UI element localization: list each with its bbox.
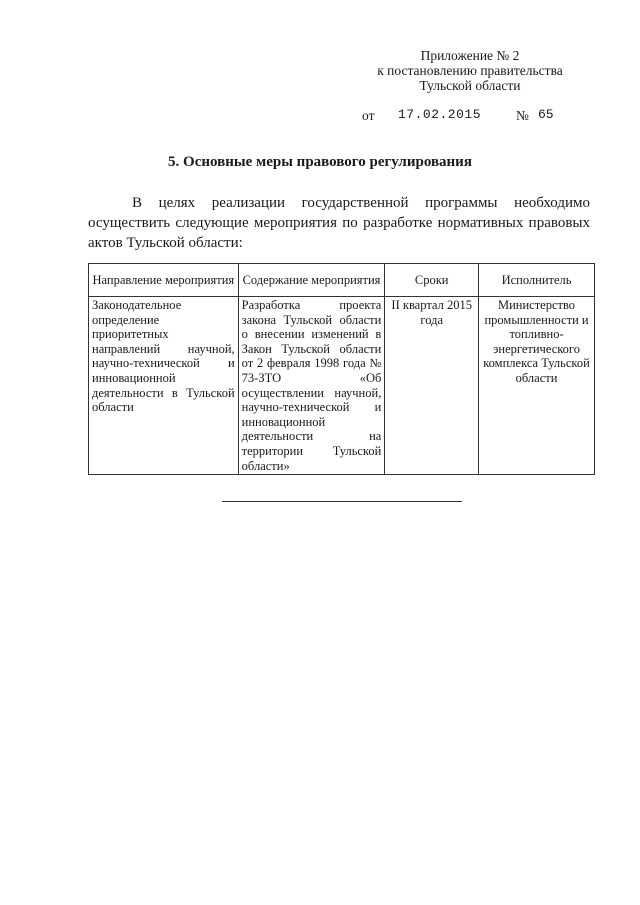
section-title: 5. Основные меры правового регулирования	[168, 154, 472, 170]
header-content: Содержание мероприятия	[238, 264, 385, 297]
decree-date: 17.02.2015	[398, 107, 482, 122]
cell-direction: Законодательное определение приоритетных направлений научной, научно-технической и инновационной деятельности в Тульской области	[89, 297, 239, 475]
cell-content: Разработка проекта закона Тульской области о внесении изменений в Закон Тульской области от 2 февраля 1998 года № 73-ЗТО «Об осуществлении научной, научно-технической и инновационной деятельности на территории Тульской области»	[238, 297, 385, 475]
closing-rule	[222, 501, 462, 502]
appendix-region-line: Тульской области	[419, 78, 521, 93]
header-direction: Направление мероприятия	[89, 264, 239, 297]
number-label: №	[516, 108, 529, 123]
appendix-header	[345, 48, 595, 93]
appendix-title: Приложение № 2	[420, 48, 520, 63]
intro-paragraph: В целях реализации государственной программы необходимо осуществить следующие мероприятия по разработке нормативных правовых актов Тульской области:	[88, 195, 590, 251]
decree-number: 65	[538, 107, 554, 122]
measures-table	[88, 263, 595, 475]
date-label: от	[362, 108, 375, 123]
cell-term: II квартал 2015 года	[385, 297, 479, 475]
cell-executor: Министерство промышленности и топливно-энергетического комплекса Тульской области	[479, 297, 595, 475]
header-term: Сроки	[385, 264, 479, 297]
header-executor: Исполнитель	[479, 264, 595, 297]
table-row	[89, 297, 595, 475]
table-header-row	[89, 264, 595, 297]
appendix-decree-line: к постановлению правительства	[377, 63, 563, 78]
decree-reference	[362, 108, 592, 126]
